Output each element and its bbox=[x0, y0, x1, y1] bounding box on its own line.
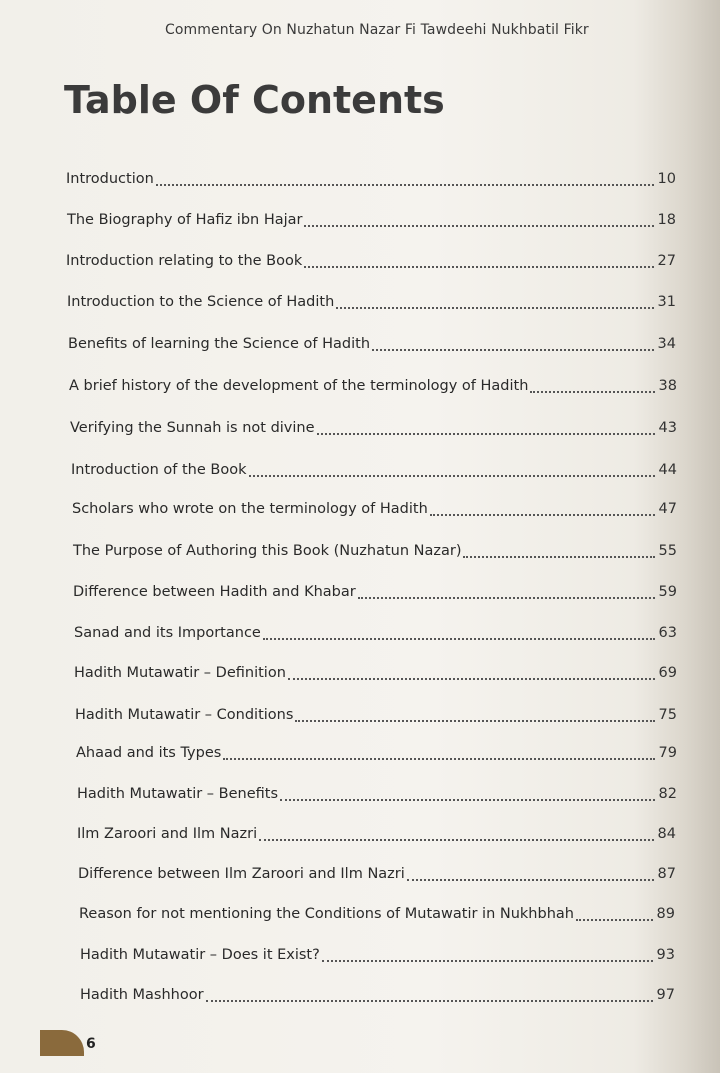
toc-entry-page: 93 bbox=[656, 947, 675, 963]
toc-entry-title: Hadith Mashhoor bbox=[80, 987, 204, 1003]
toc-entry-title: Scholars who wrote on the terminology of Hadith bbox=[72, 501, 428, 517]
toc-entry-page: 97 bbox=[656, 987, 675, 1003]
toc-entry-title: Hadith Mutawatir – Definition bbox=[74, 665, 286, 681]
dot-leader bbox=[288, 678, 655, 680]
toc-entry-page: 10 bbox=[657, 171, 676, 187]
toc-entry-page: 75 bbox=[658, 707, 677, 723]
toc-entry bbox=[71, 459, 677, 481]
toc-entry-title: Sanad and its Importance bbox=[74, 625, 261, 641]
toc-entry-page: 69 bbox=[658, 665, 677, 681]
dot-leader bbox=[322, 960, 653, 962]
toc-entry-page: 31 bbox=[657, 294, 676, 310]
toc-entry bbox=[78, 863, 676, 885]
toc-entry-page: 27 bbox=[657, 253, 676, 269]
toc-entry-page: 34 bbox=[657, 336, 676, 352]
toc-entry bbox=[70, 417, 677, 439]
toc-entry bbox=[72, 498, 677, 520]
toc-entry-page: 43 bbox=[658, 420, 677, 436]
toc-entry bbox=[73, 581, 677, 603]
toc-entry bbox=[74, 662, 677, 684]
toc-entry bbox=[67, 209, 676, 231]
toc-entry bbox=[66, 168, 676, 190]
page-number: 6 bbox=[86, 1036, 96, 1052]
page-corner-tab bbox=[40, 1030, 84, 1056]
toc-entry-title: A brief history of the development of the terminology of Hadith bbox=[69, 378, 529, 394]
dot-leader bbox=[372, 349, 654, 351]
dot-leader bbox=[206, 1000, 653, 1002]
dot-leader bbox=[259, 839, 653, 841]
dot-leader bbox=[358, 597, 655, 599]
toc-entry bbox=[80, 984, 675, 1006]
toc-entry-title: Benefits of learning the Science of Hadith bbox=[68, 336, 371, 352]
toc-entry-title: Difference between Ilm Zaroori and Ilm Nazri bbox=[78, 866, 405, 882]
toc-entry bbox=[66, 250, 676, 272]
toc-entry bbox=[76, 742, 677, 764]
toc-entry-page: 59 bbox=[658, 584, 677, 600]
toc-entry-title: Verifying the Sunnah is not divine bbox=[70, 420, 315, 436]
toc-entry-page: 82 bbox=[658, 786, 677, 802]
toc-entry-title: Ahaad and its Types bbox=[76, 745, 222, 761]
toc-entry bbox=[69, 375, 677, 397]
toc-entry-page: 44 bbox=[658, 462, 677, 478]
toc-entry-page: 18 bbox=[657, 212, 676, 228]
dot-leader bbox=[430, 514, 655, 516]
dot-leader bbox=[304, 225, 653, 227]
dot-leader bbox=[463, 556, 654, 558]
toc-entry bbox=[77, 823, 676, 845]
dot-leader bbox=[304, 266, 653, 268]
dot-leader bbox=[263, 638, 655, 640]
toc-entry bbox=[79, 903, 675, 925]
toc-entry-title: Hadith Mutawatir – Does it Exist? bbox=[80, 947, 320, 963]
toc-entry-title: Introduction of the Book bbox=[71, 462, 247, 478]
dot-leader bbox=[295, 720, 654, 722]
dot-leader bbox=[407, 879, 654, 881]
dot-leader bbox=[317, 433, 655, 435]
toc-entry-page: 89 bbox=[656, 906, 675, 922]
toc-entry-title: Ilm Zaroori and Ilm Nazri bbox=[77, 826, 258, 842]
toc-entry bbox=[77, 783, 677, 805]
toc-entry-title: Difference between Hadith and Khabar bbox=[73, 584, 356, 600]
dot-leader bbox=[223, 758, 654, 760]
page-title: Table Of Contents bbox=[64, 78, 445, 122]
dot-leader bbox=[280, 799, 655, 801]
toc-entry-title: Reason for not mentioning the Conditions of Mutawatir in Nukhbhah bbox=[79, 906, 574, 922]
toc-entry bbox=[68, 333, 676, 355]
dot-leader bbox=[249, 475, 655, 477]
toc-entry-page: 84 bbox=[657, 826, 676, 842]
toc-entry-title: Introduction bbox=[66, 171, 154, 187]
dot-leader bbox=[336, 307, 653, 309]
toc-entry-title: Introduction relating to the Book bbox=[66, 253, 303, 269]
toc-entry-page: 63 bbox=[658, 625, 677, 641]
toc-entry-title: The Purpose of Authoring this Book (Nuzhatun Nazar) bbox=[73, 543, 462, 559]
toc-entry bbox=[80, 944, 675, 966]
toc-entry-title: Introduction to the Science of Hadith bbox=[67, 294, 335, 310]
toc-entry bbox=[74, 622, 677, 644]
toc-entry bbox=[75, 704, 677, 726]
toc-entry-title: Hadith Mutawatir – Conditions bbox=[75, 707, 294, 723]
toc-entry-title: Hadith Mutawatir – Benefits bbox=[77, 786, 279, 802]
toc-entry-page: 79 bbox=[658, 745, 677, 761]
toc-entry-page: 38 bbox=[658, 378, 677, 394]
toc-entry-page: 55 bbox=[658, 543, 677, 559]
running-header: Commentary On Nuzhatun Nazar Fi Tawdeehi Nukhbatil Fikr bbox=[165, 22, 589, 38]
dot-leader bbox=[156, 184, 654, 186]
toc-entry bbox=[67, 291, 676, 313]
dot-leader bbox=[576, 919, 653, 921]
toc-entry-page: 47 bbox=[658, 501, 677, 517]
toc-entry-title: The Biography of Hafiz ibn Hajar bbox=[67, 212, 303, 228]
dot-leader bbox=[530, 391, 654, 393]
toc-entry bbox=[73, 540, 677, 562]
toc-entry-page: 87 bbox=[657, 866, 676, 882]
